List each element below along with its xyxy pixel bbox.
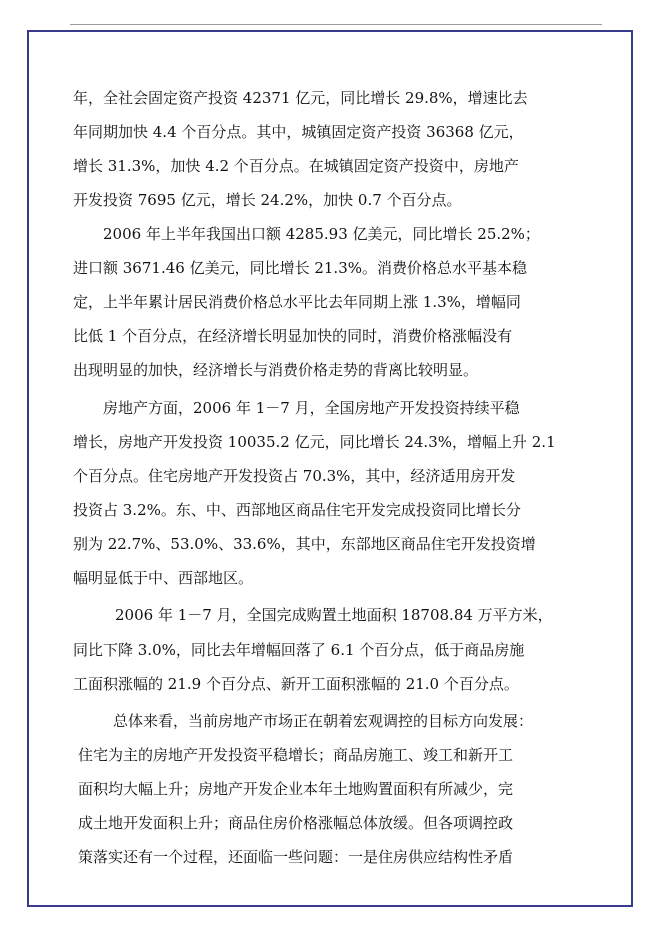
text-line: 定，上半年累计居民消费价格总水平比去年同期上涨 1.3%，增幅同: [73, 293, 521, 311]
text-line: 住宅为主的房地产开发投资平稳增长；商品房施工、竣工和新开工: [78, 746, 514, 764]
text-line: 面积均大幅上升；房地产开发企业本年土地购置面积有所减少，完: [78, 780, 514, 798]
text-line: 幅明显低于中、西部地区。: [73, 569, 254, 587]
header-rule: [70, 24, 602, 25]
text-line: 年，全社会固定资产投资 42371 亿元，同比增长 29.8%，增速比去: [73, 89, 528, 107]
text-line: 开发投资 7695 亿元，增长 24.2%，加快 0.7 个百分点。: [73, 191, 462, 209]
text-line: 出现明显的加快，经济增长与消费价格走势的背离比较明显。: [73, 361, 479, 379]
text-line: 2006 年上半年我国出口额 4285.93 亿美元，同比增长 25.2%；: [103, 225, 540, 243]
text-line: 策落实还有一个过程，还面临一些问题：一是住房供应结构性矛盾: [78, 848, 514, 866]
text-line: 成土地开发面积上升；商品住房价格涨幅总体放缓。但各项调控政: [78, 814, 514, 832]
text-line: 同比下降 3.0%，同比去年增幅回落了 6.1 个百分点，低于商品房施: [73, 641, 525, 659]
text-line: 总体来看，当前房地产市场正在朝着宏观调控的目标方向发展：: [113, 712, 534, 730]
text-line: 年同期加快 4.4 个百分点。其中，城镇固定资产投资 36368 亿元，: [73, 123, 524, 141]
text-line: 工面积涨幅的 21.9 个百分点、新开工面积涨幅的 21.0 个百分点。: [73, 675, 519, 693]
text-line: 投资占 3.2%。东、中、西部地区商品住宅开发完成投资同比增长分: [73, 501, 521, 519]
text-line: 2006 年 1－7 月，全国完成购置土地面积 18708.84 万平方米，: [115, 606, 553, 624]
text-line: 进口额 3671.46 亿美元，同比增长 21.3%。消费价格总水平基本稳: [73, 259, 527, 277]
text-line: 增长 31.3%，加快 4.2 个百分点。在城镇固定资产投资中，房地产: [73, 157, 519, 175]
text-line: 比低 1 个百分点，在经济增长明显加快的同时，消费价格涨幅没有: [73, 327, 513, 345]
text-line: 增长，房地产开发投资 10035.2 亿元，同比增长 24.3%，增幅上升 2.1: [73, 433, 556, 451]
text-line: 别为 22.7%、53.0%、33.6%，其中，东部地区商品住宅开发投资增: [73, 535, 536, 553]
text-line: 个百分点。住宅房地产开发投资占 70.3%，其中，经济适用房开发: [73, 467, 516, 485]
text-line: 房地产方面，2006 年 1－7 月，全国房地产开发投资持续平稳: [103, 399, 520, 417]
